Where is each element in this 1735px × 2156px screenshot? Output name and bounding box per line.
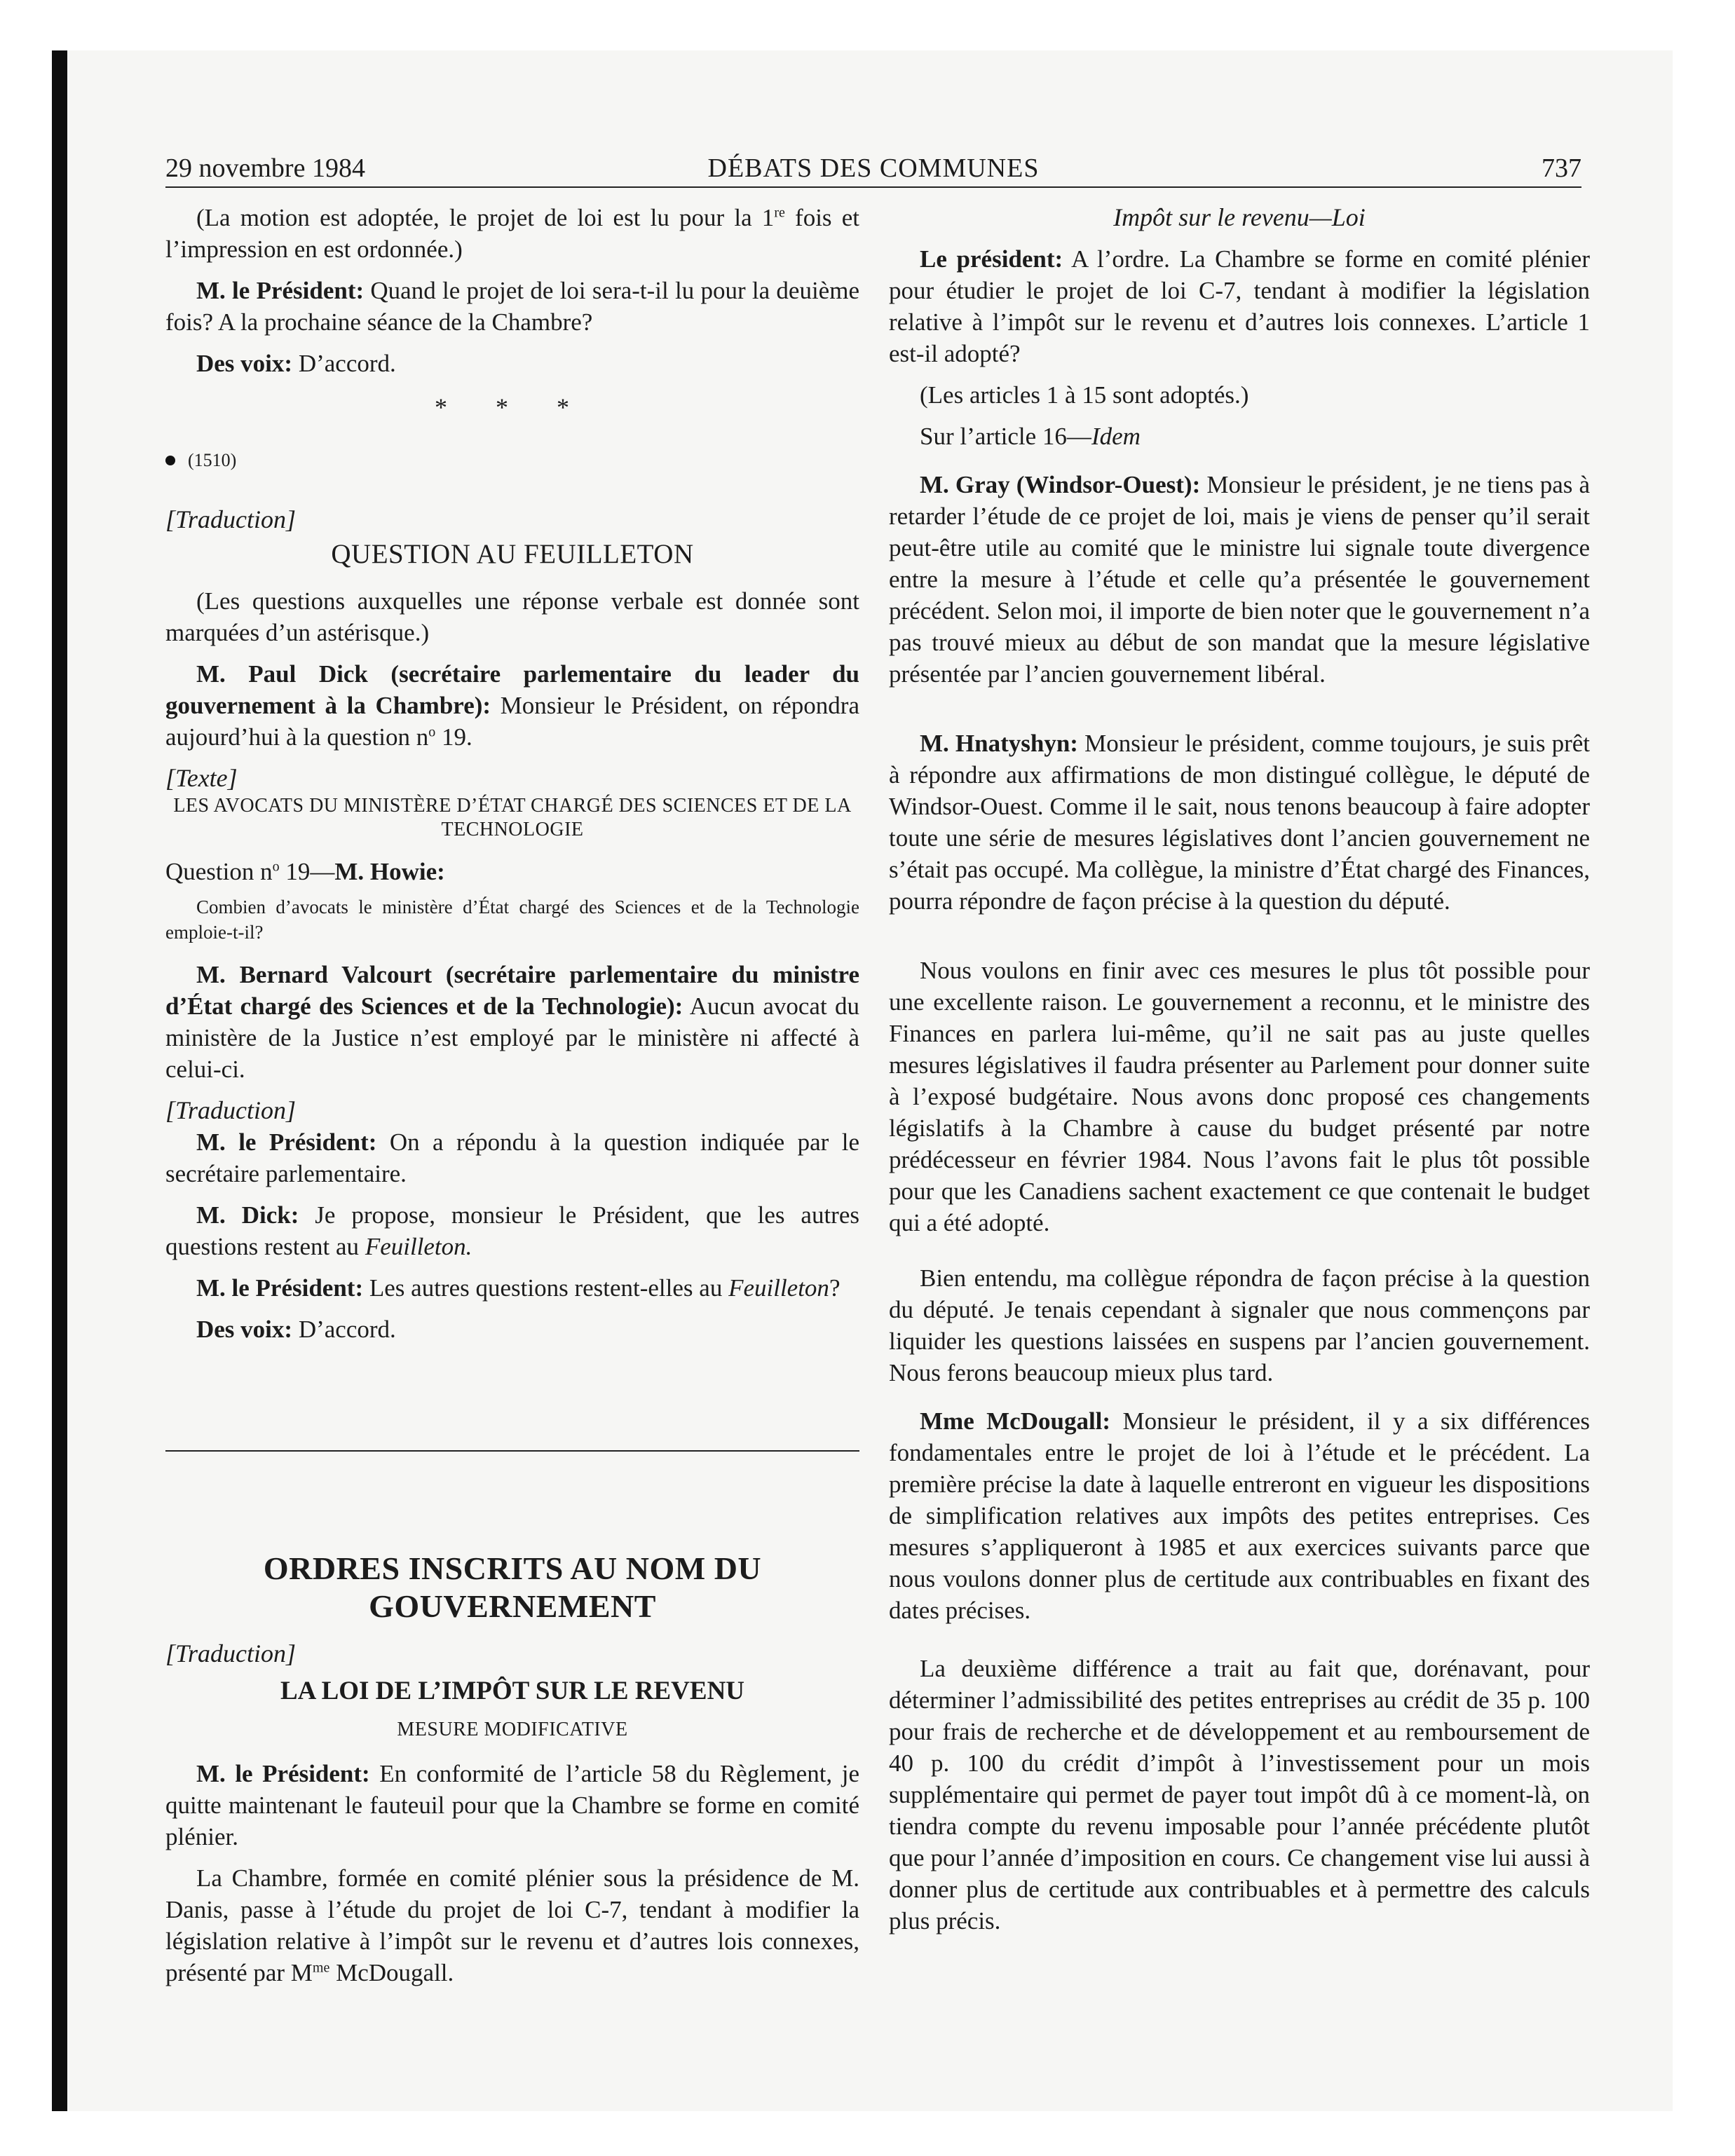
speaker-name: M. Paul Dick (secrétaire parlementaire du leader du gouvernement à la Chambre): <box>165 660 859 719</box>
bullet-icon <box>165 456 175 465</box>
speaker-name: Le président: <box>920 245 1063 273</box>
speaker-name: M. Hnatyshyn: <box>920 730 1078 757</box>
section-divider <box>165 1450 859 1452</box>
question-body: Combien d’avocats le ministère d’État chargé des Sciences et de la Technologie emploie-t-il? <box>165 896 859 943</box>
body-paragraph: Bien entendu, ma collègue répondra de façon précise à la question du député. Je tenais cependant à signaler que nous commençons par liquider les questions laissées en suspens par l’ancien gouvernement. Nous ferons beaucoup mieux plus tard. <box>889 1264 1590 1386</box>
articles-adopted-paragraph: (Les articles 1 à 15 sont adoptés.) <box>920 381 1249 409</box>
spacer <box>889 927 1590 955</box>
speaker-name: Des voix: <box>196 350 293 377</box>
speaker-paragraph: Le président: A l’ordre. La Chambre se forme en comité plénier pour étudier le projet de loi C-7, tendant à modifier la législation relative à l’impôt sur le revenu et d’autres lois connexes. L’article 1 est-il adopté? <box>889 245 1590 367</box>
spacer <box>889 700 1590 728</box>
question-label: Question $n^o$ 19—M. Howie: <box>165 858 445 885</box>
spacer <box>889 462 1590 469</box>
header-journal-title: DÉBATS DES COMMUNES <box>707 153 1040 183</box>
speaker-paragraph: M. Dick: Je propose, monsieur le Président, que les autres questions restent au Feuilleton. <box>165 1201 859 1260</box>
speaker-name: Des voix: <box>196 1316 293 1343</box>
speaker-paragraph: Des voix: D’accord. <box>196 350 396 377</box>
committee-paragraph: La Chambre, formée en comité plénier sous la présidence de M. Danis, passe à l’étude du projet de loi C-7, tendant à modifier la législation relative à l’impôt sur le revenu et d’autres lois connexes, présenté par $M^{me}$ McDougall. <box>165 1864 859 1986</box>
speaker-name: M. le Président: <box>196 1128 377 1156</box>
scan-border <box>0 0 55 2156</box>
speaker-paragraph: M. le Président: Les autres questions restent-elles au Feuilleton? <box>196 1274 841 1302</box>
right-column <box>889 202 1590 1946</box>
notice-paragraph: (Les questions auxquelles une réponse verbale est donnée sont marquées d’un astérisque.) <box>165 587 859 646</box>
speaker-paragraph: M. le Président: On a répondu à la question indiquée par le secrétaire parlementaire. <box>165 1128 859 1187</box>
speaker-name: M. Gray (Windsor-Ouest): <box>920 471 1201 498</box>
speaker-paragraph: M. Hnatyshyn: Monsieur le président, comme toujours, je suis prêt à répondre aux affirmations de mon distingué collègue, le député de Windsor-Ouest. Comme il le sait, nous tenons beaucoup à faire adopter toute une série de mesures législatives dont l’ancien gouvernement ne s’était pas occupé. Ma collègue, la ministre d’État chargé des Finances, pourra répondre de façon précise à la question du député. <box>889 730 1591 915</box>
speaker-paragraph: Des voix: D’accord. <box>196 1316 396 1343</box>
text-tag: [Texte] <box>165 764 238 792</box>
speaker-paragraph: Mme McDougall: Monsieur le président, il y a six différences fondamentales entre le projet de loi à l’étude et le précédent. La première précise la date à laquelle entreront en vigueur les dispositions de simplification relatives aux impôts des petites entreprises. Ces mesures s’appliqueront à 1985 et aux exercices suivants parce que nous voulons donner plus de certitude aux contribuables en fixant des dates précises. <box>889 1407 1590 1624</box>
speaker-name: M. le Président: <box>196 277 365 304</box>
section-separator-stars: * * * <box>435 393 590 421</box>
article-label: Sur l’article 16—Idem <box>920 423 1141 450</box>
time-marker: (1510) <box>165 444 859 476</box>
speaker-paragraph: M. Paul Dick (secrétaire parlementaire du leader du gouvernement à la Chambre): Monsieur le Président, on répondra aujourd’hui à la question $n^o$ 19. <box>165 660 859 751</box>
speaker-paragraph: M. Gray (Windsor-Ouest): Monsieur le président, je ne tiens pas à retarder l’étude de ce projet de loi, mais je viens de penser qu’il serait peut-être utile au comité que le ministre lui signale toute divergence entre la mesure à l’étude et celle qu’a présentée le gouvernement précédent. Selon moi, il importe de bien noter que le gouvernement n’a pas trouvé mieux au début de son mandat que la mesure législative présentée par l’ancien gouvernement libéral. <box>889 471 1591 688</box>
header-date: 29 novembre 1984 <box>165 153 365 183</box>
translation-tag: [Traduction] <box>165 1639 297 1667</box>
question-heading: LES AVOCATS DU MINISTÈRE D’ÉTAT CHARGÉ DES SCIENCES ET DE LA TECHNOLOGIE <box>173 795 852 840</box>
spacer <box>889 1398 1590 1405</box>
speaker-paragraph: M. le Président: En conformité de l’article 58 du Règlement, je quitte maintenant le fauteuil pour que la Chambre se forme en comité plénier. <box>165 1760 859 1850</box>
speaker-name: M. Dick: <box>196 1201 299 1229</box>
speaker-paragraph: M. le Président: Quand le projet de loi sera-t-il lu pour la deuième fois? A la prochaine séance de la Chambre? <box>165 277 859 336</box>
speaker-paragraph: M. Bernard Valcourt (secrétaire parlementaire du ministre d’État chargé des Sciences et de la Technologie): Aucun avocat du ministère de la Justice n’est employé par le ministère ni affecté à celui-ci. <box>165 961 859 1083</box>
speaker-name: Mme McDougall: <box>920 1407 1111 1435</box>
orders-heading: ORDRES INSCRITS AU NOM DU GOUVERNEMENT <box>263 1550 762 1624</box>
bill-subheading: MESURE MODIFICATIVE <box>397 1719 628 1740</box>
speaker-name: M. Bernard Valcourt (secrétaire parlementaire du ministre d’État chargé des Sciences et de la Technologie): <box>165 961 859 1020</box>
spacer <box>889 1636 1590 1653</box>
header-page-number: 737 <box>1542 153 1581 183</box>
motion-adopted-paragraph: (La motion est adoptée, le projet de loi est lu pour la 1re fois et l’impression en est ordonnée.) <box>165 204 859 263</box>
translation-tag: [Traduction] <box>165 505 297 533</box>
translation-tag: [Traduction] <box>165 1096 297 1124</box>
spacer <box>889 1248 1590 1262</box>
body-paragraph: Nous voulons en finir avec ces mesures le plus tôt possible pour une excellente raison. Le gouvernement a reconnu, et le ministre des Finances en parlera lui-même, qu’il ne sait pas au juste quelles mesures législatives il faudra présenter au Parlement pour donner suite à l’exposé budgétaire. Nous avons donc proposé ces changements législatifs à la Chambre à cause du budget présenté par notre prédécesseur en février 1984. Nous l’avons fait le plus tôt possible pour que les Canadiens sachent exactement ce que contenait le budget qui a été adopté. <box>889 957 1590 1236</box>
body-paragraph: La deuxième différence a trait au fait que, dorénavant, pour déterminer l’admissibilité des petites entreprises au crédit de 35 p. 100 pour frais de recherche et de développement et au remboursement de 40 p. 100 du crédit d’impôt à l’investissement pour un mois supplémentaire qui permet de payer tout impôt dû à ce moment-là, on tiendra compte du revenu imposable pour l’année précédente plutôt que pour l’année d’imposition en cours. Ce changement vise lui aussi à donner plus de certitude aux contribuables et à permettre des calculs plus précis. <box>889 1655 1590 1935</box>
running-title: Impôt sur le revenu—Loi <box>1113 203 1366 231</box>
bill-heading: LA LOI DE L’IMPÔT SUR LE REVENU <box>280 1677 745 1705</box>
speaker-name: M. le Président: <box>196 1760 370 1787</box>
left-column <box>165 202 859 1998</box>
speaker-name: M. le Président: <box>196 1274 364 1302</box>
section-heading: QUESTION AU FEUILLETON <box>331 539 694 569</box>
page-header <box>165 147 1581 188</box>
